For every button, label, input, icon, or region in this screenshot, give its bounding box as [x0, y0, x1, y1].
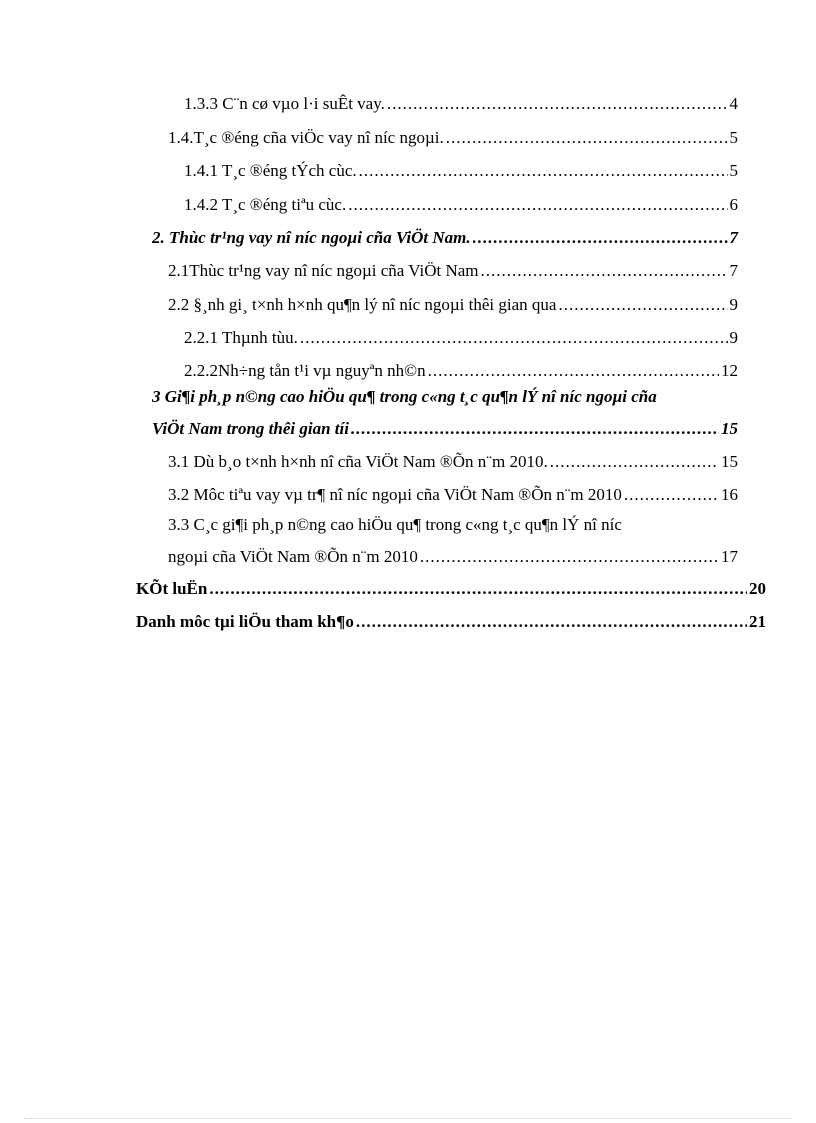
toc-entry-2-1[interactable]: [168, 255, 738, 287]
toc-entry-text: 1.4.1 T¸c ®éng tÝch cùc.: [184, 161, 357, 180]
toc-entry-3-2[interactable]: [168, 479, 738, 511]
page-bottom-border: [24, 1118, 792, 1119]
toc-page-number: 12: [721, 361, 738, 380]
toc-entry-3-1[interactable]: [168, 446, 738, 478]
toc-entry-text: 2.1Thùc tr¹ng vay nî níc ngoµi cña ViÖt Nam: [168, 261, 479, 280]
toc-page-number: 17: [721, 547, 738, 566]
toc-page-number: 15: [721, 419, 738, 438]
toc-leader-dots: [351, 413, 719, 445]
toc-entry-text: 3.1 Dù b¸o t×nh h×nh nî cña ViÖt Nam ®Õn n¨m 2010.: [168, 452, 548, 471]
toc-page-number: 5: [729, 128, 738, 147]
toc-entry-1-3-3[interactable]: [184, 88, 738, 120]
toc-leader-dots: [387, 88, 728, 120]
toc-leader-dots: [473, 222, 728, 254]
toc-leader-dots: [300, 322, 728, 354]
toc-entry-text: 2.2.1 Thµnh tùu.: [184, 328, 298, 347]
toc-entry-references[interactable]: [136, 606, 766, 638]
toc-leader-dots: [481, 255, 728, 287]
toc-entry-1-4[interactable]: [168, 122, 738, 154]
toc-page-number: 20: [749, 579, 766, 598]
toc-entry-3-3-line1[interactable]: 3.3 C¸c gi¶i ph¸p n©ng cao hiÖu qu¶ trong c«ng t¸c qu¶n lÝ nî níc: [168, 515, 622, 534]
toc-entry-text: 2. Thùc tr¹ng vay nî níc ngoµi cña ViÖt Nam.: [152, 228, 471, 247]
toc-entry-text: 3.2 Môc tiªu vay vµ tr¶ nî níc ngoµi cña ViÖt Nam ®Õn n¨m 2010: [168, 485, 622, 504]
toc-page-number: 21: [749, 612, 766, 631]
toc-page-number: 7: [729, 261, 738, 280]
toc-entry-2-2-1[interactable]: [184, 322, 738, 354]
toc-leader-dots: [558, 289, 727, 321]
toc-page-number: 16: [721, 485, 738, 504]
toc-entry-1-4-2[interactable]: [184, 189, 738, 221]
toc-entry-text: 1.4.2 T¸c ®éng tiªu cùc.: [184, 195, 347, 214]
toc-page-number: 4: [729, 94, 738, 113]
toc-page-number: 6: [729, 195, 738, 214]
toc-leader-dots: [359, 155, 728, 187]
toc-page-number: 9: [729, 328, 738, 347]
toc-entry-3[interactable]: [152, 413, 738, 445]
toc-entry-text: KÕt luËn: [136, 579, 208, 598]
toc-page-number: 15: [721, 452, 738, 471]
toc-leader-dots: [550, 446, 719, 478]
toc-entry-text: 1.3.3 C¨n cø vµo l·i suÊt vay.: [184, 94, 385, 113]
toc-leader-dots: [209, 573, 747, 605]
toc-leader-dots: [348, 189, 727, 221]
toc-page-number: 7: [729, 228, 738, 247]
toc-entry-text: 1.4.T¸c ®éng cña viÖc vay nî níc ngoµi.: [168, 128, 444, 147]
toc-page-number: 5: [729, 161, 738, 180]
toc-entry-conclusion[interactable]: [136, 573, 766, 605]
toc-entry-1-4-1[interactable]: [184, 155, 738, 187]
toc-page-number: 9: [729, 295, 738, 314]
toc-entry-3-3[interactable]: [168, 541, 738, 573]
toc-entry-text: 2.2 §¸nh gi¸ t×nh h×nh qu¶n lý nî níc ngoµi thêi gian qua: [168, 295, 557, 314]
toc-leader-dots: [420, 541, 719, 573]
toc-entry-2[interactable]: [152, 222, 738, 254]
toc-entry-text: ViÖt Nam trong thêi gian tíi: [152, 419, 349, 438]
toc-entry-3-line1[interactable]: 3 Gi¶i ph¸p n©ng cao hiÖu qu¶ trong c«ng t¸c qu¶n lÝ nî níc ngoµi cña: [152, 387, 657, 406]
toc-entry-text: 2.2.2Nh÷ng tån t¹i vµ nguyªn nh©n: [184, 361, 426, 380]
toc-leader-dots: [624, 479, 719, 511]
toc-entry-text: Danh môc tµi liÖu tham kh¶o: [136, 612, 354, 631]
toc-entry-text: ngoµi cña ViÖt Nam ®Õn n¨m 2010: [168, 547, 418, 566]
toc-leader-dots: [356, 606, 747, 638]
toc-entry-2-2[interactable]: [168, 289, 738, 321]
toc-leader-dots: [446, 122, 728, 154]
